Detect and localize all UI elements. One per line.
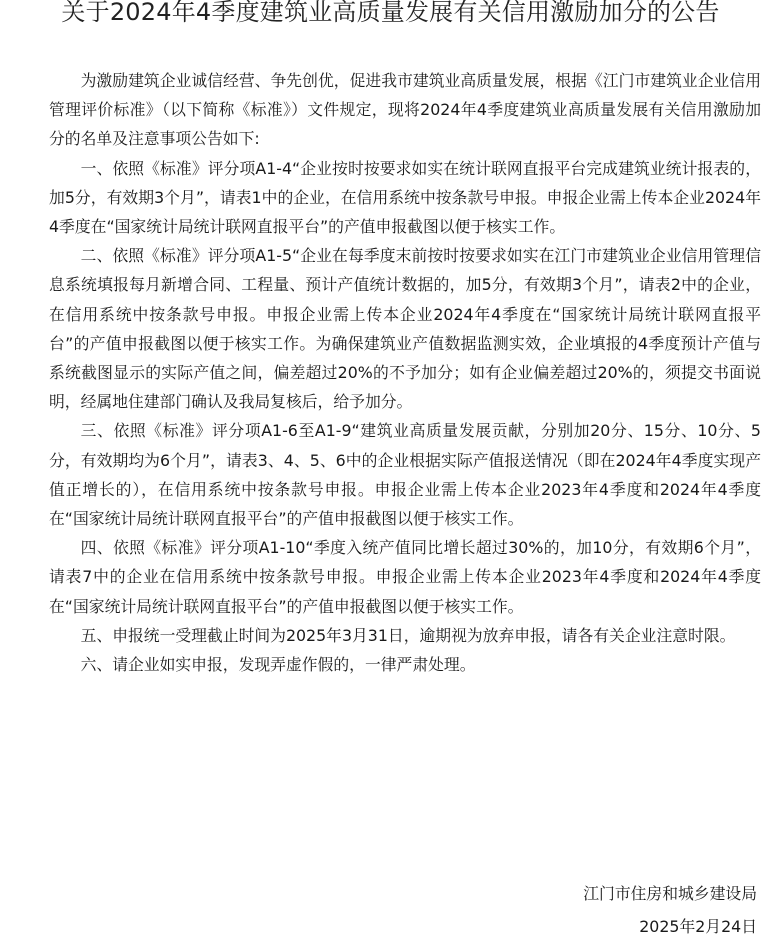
paragraph-item-4: 四、依照《标准》评分项A1-10“季度入统产值同比增长超过30%的，加10分，有效期6个月”，请表7中的企业在信用系统中按条款号申报。申报企业需上传本企业2023年4季度和2024年4季度在“国家统计局统计联网直报平台”的产值申报截图以便于核实工作。	[49, 538, 761, 616]
notice-title: 关于2024年4季度建筑业高质量发展有关信用激励加分的公告	[61, 0, 720, 26]
paragraph-item-1: 一、依照《标准》评分项A1-4“企业按时按要求如实在统计联网直报平台完成建筑业统计报表的，加5分，有效期3个月”，请表1中的企业，在信用系统中按条款号申报。申报企业需上传本企业2024年4季度在“国家统计局统计联网直报平台”的产值申报截图以便于核实工作。	[49, 158, 761, 237]
paragraph-item-6: 六、请企业如实申报，发现弄虚作假的，一律严肃处理。	[80, 655, 476, 675]
issuer-signature: 江门市住房和城乡建设局	[583, 884, 757, 903]
paragraph-intro: 为激励建筑企业诚信经营、争先创优，促进我市建筑业高质量发展，根据《江门市建筑业企业信用管理评价标准》（以下简称《标准》）文件规定，现将2024年4季度建筑业高质量发展有关信用激励加分的名单及注意事项公告如下:	[49, 71, 761, 149]
issue-date: 2025年2月24日	[639, 917, 757, 936]
paragraph-item-5: 五、申报统一受理截止时间为2025年3月31日，逾期视为放弃申报，请各有关企业注意时限。	[80, 625, 736, 645]
notice-body	[49, 66, 761, 679]
paragraph-item-2: 二、依照《标准》评分项A1-5“企业在每季度末前按时按要求如实在江门市建筑业企业信用管理信息系统填报每月新增合同、工程量、预计产值统计数据的，加5分，有效期3个月”，请表2中的企业，在信用系统中按条款号申报。申报企业需上传本企业2024年4季度在“国家统计局统计联网直报平台”的产值申报截图以便于核实工作。为确保建筑业产值数据监测实效，企业填报的4季度预计产值与系统截图显示的实际产值之间，偏差超过20%的不予加分；如有企业偏差超过20%的，须提交书面说明，经属地住建部门确认及我局复核后，给予加分。	[49, 246, 761, 412]
paragraph-item-3: 三、依照《标准》评分项A1-6至A1-9“建筑业高质量发展贡献，分别加20分、15分、10分、5分，有效期均为6个月”，请表3、4、5、6中的企业根据实际产值报送情况（即在2024年4季度实现产值正增长的），在信用系统中按条款号申报。申报企业需上传本企业2023年4季度和2024年4季度在“国家统计局统计联网直报平台”的产值申报截图以便于核实工作。	[49, 421, 761, 529]
